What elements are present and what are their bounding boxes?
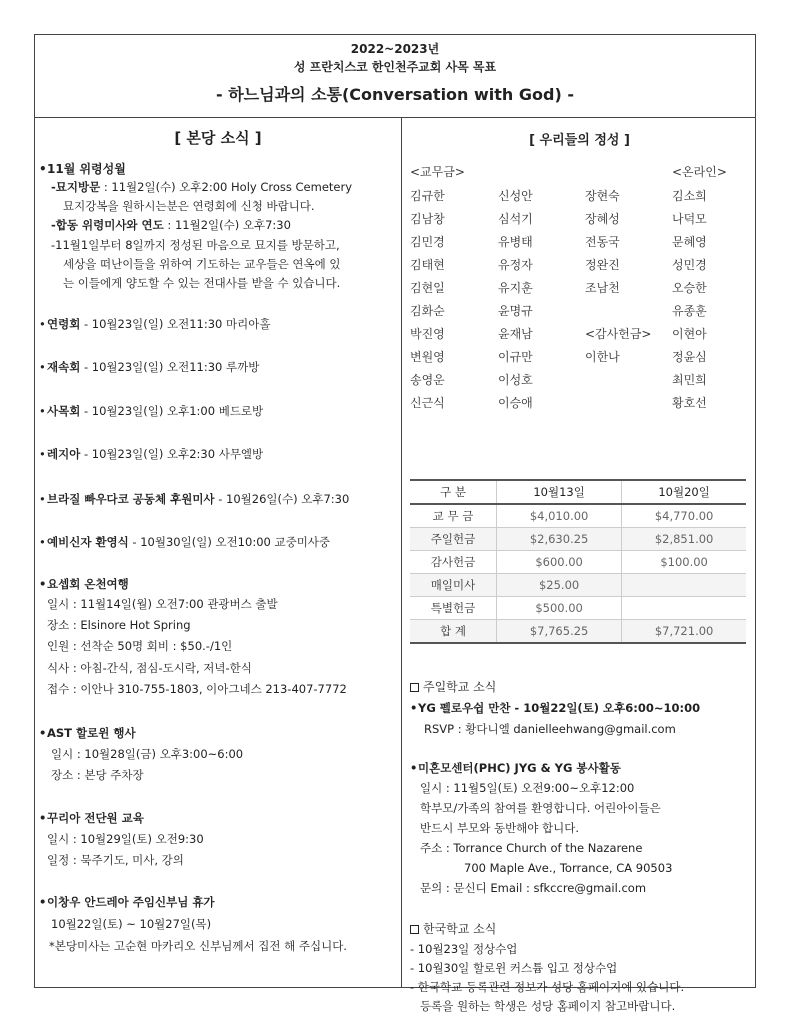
korean-line: - 10월30일 할로윈 커스튬 입고 정상수업 [410,961,618,975]
donor-name: 신근식 [410,396,445,410]
cemetery-visit-sub: 묘지강복을 원하시는분은 연령회에 신청 바랍니다. [63,199,315,213]
table-header-row [410,480,746,504]
joseph-line: 접수 : 이안나 310-755-1803, 이아그네스 213-407-7772 [47,682,347,696]
phc-line: 700 Maple Ave., Torrance, CA 90503 [464,861,673,875]
joseph-line: 식사 : 아침-간식, 점심-도시락, 저녁-한식 [47,661,252,675]
donor-name: 정윤심 [672,350,707,364]
news-item: •사목회 - 10월23일(일) 오후1:00 베드로방 [39,404,264,418]
news-item: •예비신자 환영식 - 10월30일(일) 오전10:00 교중미사중 [39,535,331,549]
news-item: •연령회 - 10월23일(일) 오전11:30 마리아홀 [39,317,271,331]
table-cell: $4,010.00 [497,504,622,528]
phc-head: •미혼모센터(PHC) JYG & YG 봉사활동 [410,761,621,775]
korean-line: - 10월23일 정상수업 [410,942,518,956]
table-header: 구 분 [410,480,497,504]
phc-line: 반드시 부모와 동반해야 합니다. [420,821,580,835]
table-row-total [410,620,746,644]
header-motto: - 하느님과의 소통(Conversation with God) - [216,85,574,104]
donor-name: 윤명규 [498,304,533,318]
indulgence-1: -11월1일부터 8일까지 정성된 마음으로 묘지를 방문하고, [51,238,340,252]
news-item: •레지아 - 10월23일(일) 오후2:30 사무엘방 [39,447,264,461]
donor-name: 유지훈 [498,281,533,295]
donor-name: 전동국 [585,235,620,249]
donor-name: 유병태 [498,235,533,249]
yg-head: •YG 펠로우쉽 만찬 - 10월22일(토) 오후6:00~10:00 [410,701,701,715]
donor-name: 나덕모 [672,212,707,226]
label-gyomugeum: <교무금> [410,165,465,179]
header [35,35,755,118]
table-row [410,528,746,551]
table-cell [622,597,746,620]
phc-line: 일시 : 11월5일(토) 오전9:00~오후12:00 [420,781,635,795]
donor-name: 윤재남 [498,327,533,341]
table-cell: $2,630.25 [497,528,622,551]
joint-mass: -합동 위령미사와 연도 : 11월2일(수) 오후7:30 [51,218,291,232]
donor-name: 이승애 [498,396,533,410]
table-cell: 특별헌금 [410,597,497,620]
donor-name: 유종훈 [672,304,707,318]
ast-head: •AST 할로윈 행사 [39,726,136,740]
joseph-line: 인원 : 선착순 50명 회비 : $50.-/1인 [47,639,233,653]
donor-name: 이규만 [498,350,533,364]
donor-name: 송영운 [410,373,445,387]
offering-table [410,479,746,644]
square-bullet-icon [410,925,419,934]
indulgence-3: 는 이들에게 양도할 수 있는 전대사를 받을 수 있습니다. [63,276,341,290]
table-cell: 합 계 [410,620,497,644]
donor-name: 신성안 [498,189,533,203]
parish-news-title: [ 본당 소식 ] [174,129,262,147]
joseph-head: •요셉회 온천여행 [39,577,129,591]
korean-line: - 한국학교 등록관련 정보가 성당 홈페이지에 있습니다. [410,980,685,994]
donor-name: 문혜영 [672,235,707,249]
table-row [410,504,746,528]
donor-name: 김민경 [410,235,445,249]
donor-name: 김태현 [410,258,445,272]
table-cell: $4,770.00 [622,504,746,528]
donor-name: 최민희 [672,373,707,387]
table-cell: $25.00 [497,574,622,597]
news-item: •브라질 빠우다코 공동체 후원미사 - 10월26일(수) 오후7:30 [39,492,350,506]
korean-school-head: 한국학교 소식 [410,922,496,937]
table-cell: $600.00 [497,551,622,574]
phc-line: 문의 : 문신디 Email : sfkccre@gmail.com [420,881,647,895]
table-cell: 교 무 금 [410,504,497,528]
donor-name: 정완진 [585,258,620,272]
table-cell: $7,721.00 [622,620,746,644]
donor-name: 오승한 [672,281,707,295]
table-cell: 주일헌금 [410,528,497,551]
donor-name: 김화순 [410,304,445,318]
vacation-head: •이창우 안드레아 주임신부님 휴가 [39,895,215,909]
table-header: 10월13일 [497,480,622,504]
joseph-line: 일시 : 11월14일(월) 오전7:00 관광버스 출발 [47,597,278,611]
donor-name: 이성호 [498,373,533,387]
table-row [410,597,746,620]
donor-name: 성민경 [672,258,707,272]
column-divider [401,117,402,988]
phc-line: 주소 : Torrance Church of the Nazarene [420,841,643,855]
donor-name: 황호선 [672,396,707,410]
offerings-title: [ 우리들의 정성 ] [529,133,630,148]
table-cell: $7,765.25 [497,620,622,644]
donor-name: 김남창 [410,212,445,226]
korean-line: 등록을 원하는 학생은 성당 홈페이지 참고바랍니다. [420,999,676,1013]
joseph-line: 장소 : Elsinore Hot Spring [47,618,191,632]
indulgence-2: 세상을 떠난이들을 위하여 기도하는 교우들은 연옥에 있 [63,257,341,271]
donor-name: 이한나 [585,350,620,364]
label-gamsa: <감사헌금> [585,327,652,341]
donor-name: 이현아 [672,327,707,341]
table-cell: $500.00 [497,597,622,620]
table-row [410,551,746,574]
donor-name: 김규한 [410,189,445,203]
donor-name: 변원영 [410,350,445,364]
donor-name: 유정자 [498,258,533,272]
square-bullet-icon [410,683,419,692]
table-cell [622,574,746,597]
phc-line: 학부모/가족의 참여를 환영합니다. 어린아이들은 [420,801,661,815]
news-item: •재속회 - 10월23일(일) 오전11:30 루까방 [39,360,260,374]
curia-head: •꾸리아 전단원 교육 [39,811,144,825]
header-year: 2022~2023년 [350,42,440,56]
cemetery-visit: -묘지방문 : 11월2일(수) 오후2:00 Holy Cross Cemetery [51,180,353,194]
table-row [410,574,746,597]
table-header: 10월20일 [622,480,746,504]
donor-name: 김현일 [410,281,445,295]
donor-name: 김소희 [672,189,707,203]
donor-name: 조남천 [585,281,620,295]
bulletin-frame [34,34,756,1013]
header-org: 성 프란치스코 한인천주교회 사목 목표 [293,60,497,74]
table-cell: 매일미사 [410,574,497,597]
table-cell: $2,851.00 [622,528,746,551]
curia-line: 일정 : 묵주기도, 미사, 강의 [47,853,184,867]
nov-mass-head: •11월 위령성월 [39,162,126,176]
curia-line: 일시 : 10월29일(토) 오전9:30 [47,832,204,846]
donor-name: 심석기 [498,212,533,226]
ast-line: 장소 : 본당 주차장 [51,768,144,782]
sunday-school-head: 주일학교 소식 [410,680,496,695]
table-cell: $100.00 [622,551,746,574]
donor-name: 박진영 [410,327,445,341]
yg-rsvp: RSVP : 황다니엘 danielleehwang@gmail.com [424,722,676,736]
donor-name: 장현숙 [585,189,620,203]
donor-name: 장혜성 [585,212,620,226]
table-cell: 감사헌금 [410,551,497,574]
ast-line: 일시 : 10월28일(금) 오후3:00~6:00 [51,747,244,761]
vacation-line: 10월22일(토) ~ 10월27일(목) [51,917,212,931]
vacation-line: *본당미사는 고순현 마카리오 신부님께서 집전 해 주십니다. [49,939,347,953]
label-online: <온라인> [672,165,727,179]
